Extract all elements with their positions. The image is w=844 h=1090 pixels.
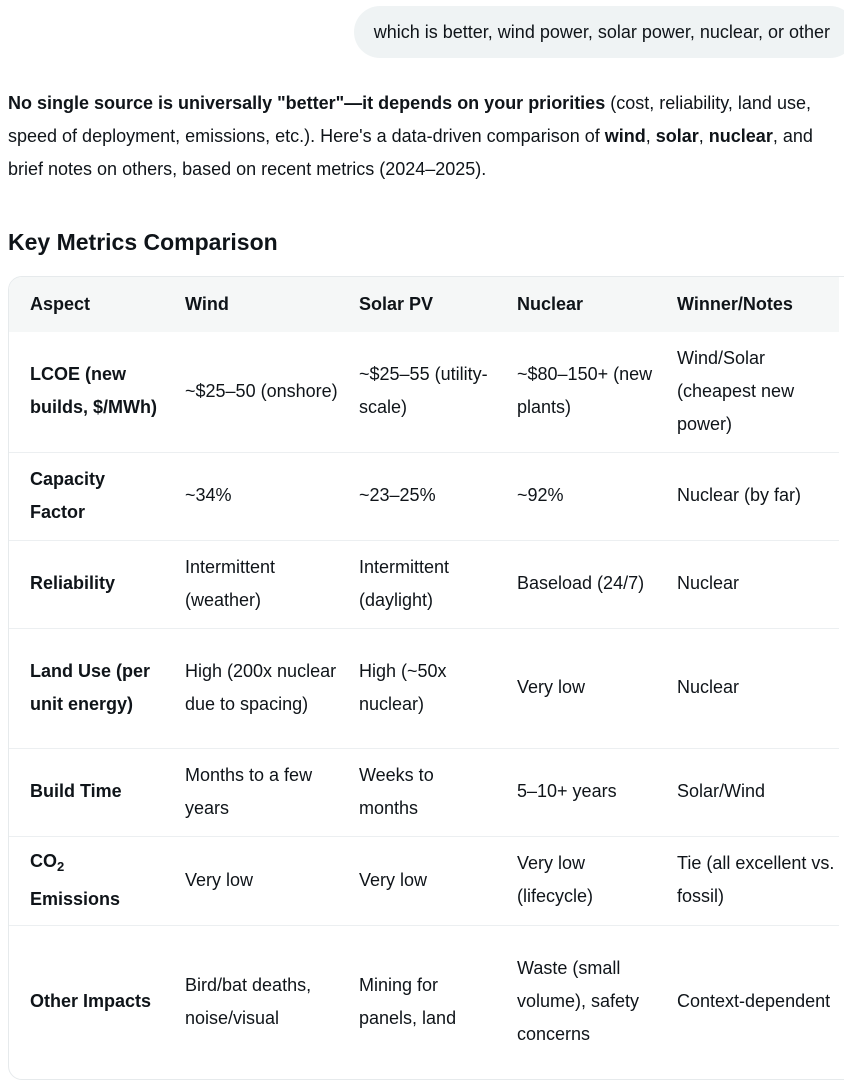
intro-text-2: , and brief notes on others, based on recent metrics (2024–2025). — [8, 126, 813, 179]
aspect-co2-suffix: Emissions — [30, 888, 121, 909]
cell-wind: Intermittent (weather) — [185, 556, 276, 610]
intro-separator: , — [645, 126, 656, 146]
cell-winner: Nuclear — [677, 573, 740, 593]
aspect-co2-subscript: 2 — [57, 858, 65, 874]
cell-wind: Very low — [185, 869, 254, 890]
cell-nuclear: 5–10+ years — [517, 781, 617, 801]
cell-aspect — [9, 836, 164, 925]
table-row — [9, 925, 839, 1079]
cell-solar: ~23–25% — [359, 485, 436, 505]
cell-wind: ~$25–50 (onshore) — [185, 380, 338, 401]
cell-aspect: Build Time — [30, 781, 122, 801]
cell-aspect: LCOE (new builds, $/MWh) — [30, 364, 157, 418]
cell-aspect: Capacity Factor — [30, 468, 106, 522]
cell-aspect: Land Use (per unit energy) — [30, 660, 151, 714]
table-row — [9, 332, 839, 452]
comparison-table-container — [8, 276, 844, 1080]
cell-nuclear: Waste (small volume), safety concerns — [517, 958, 640, 1045]
intro-separator: , — [698, 126, 709, 146]
table-header-row — [9, 277, 839, 332]
header-wind: Wind — [185, 294, 229, 314]
intro-text-1: (cost, reliability, land use, speed of deployment, emissions, etc.). Here's a data-driven comparison of — [8, 93, 811, 146]
header-aspect: Aspect — [30, 294, 91, 314]
table-row — [9, 452, 839, 540]
cell-winner: Solar/Wind — [677, 781, 766, 801]
user-message-bubble: which is better, wind power, solar power, nuclear, or other — [354, 6, 844, 58]
cell-nuclear: Baseload (24/7) — [517, 573, 645, 593]
cell-solar: High (~50x nuclear) — [359, 660, 447, 714]
header-solar: Solar PV — [359, 294, 434, 314]
user-message-row — [354, 6, 844, 58]
table-row — [9, 836, 839, 925]
intro-bold-wind: wind — [604, 126, 646, 146]
cell-solar: Weeks to months — [359, 764, 434, 818]
cell-winner: Nuclear (by far) — [677, 485, 802, 505]
cell-nuclear: Very low — [517, 677, 586, 697]
cell-winner: Wind/Solar (cheapest new power) — [677, 347, 795, 434]
cell-nuclear: ~92% — [517, 485, 564, 505]
aspect-co2-prefix: CO — [30, 850, 57, 871]
header-winner: Winner/Notes — [677, 294, 793, 314]
cell-aspect: Other Impacts — [30, 991, 152, 1012]
header-nuclear: Nuclear — [517, 294, 584, 314]
cell-nuclear: ~$80–150+ (new plants) — [517, 364, 653, 418]
intro-bold-lead: No single source is universally "better"—it depends on your priorities — [8, 93, 606, 113]
cell-wind: Months to a few years — [185, 764, 313, 818]
table-row — [9, 628, 839, 748]
cell-wind: ~34% — [185, 485, 232, 505]
cell-winner: Context-dependent — [677, 991, 831, 1012]
response-intro — [8, 87, 838, 186]
table-row — [9, 540, 839, 628]
cell-solar: Intermittent (daylight) — [359, 556, 450, 610]
cell-wind: Bird/bat deaths, noise/visual — [185, 974, 312, 1028]
cell-nuclear: Very low (lifecycle) — [517, 853, 594, 906]
cell-solar: Very low — [359, 869, 428, 890]
cell-winner: Tie (all excellent vs. fossil) — [677, 853, 835, 906]
intro-bold-solar: solar — [655, 126, 699, 146]
cell-winner: Nuclear — [677, 677, 740, 697]
section-heading: Key Metrics Comparison — [8, 229, 278, 255]
table-row — [9, 748, 839, 836]
cell-wind: High (200x nuclear due to spacing) — [185, 660, 337, 714]
comparison-table — [9, 277, 839, 1079]
cell-aspect: Reliability — [30, 573, 116, 593]
cell-solar: Mining for panels, land — [359, 974, 457, 1028]
cell-solar: ~$25–55 (utility-scale) — [359, 364, 488, 418]
intro-bold-nuclear: nuclear — [708, 126, 773, 146]
